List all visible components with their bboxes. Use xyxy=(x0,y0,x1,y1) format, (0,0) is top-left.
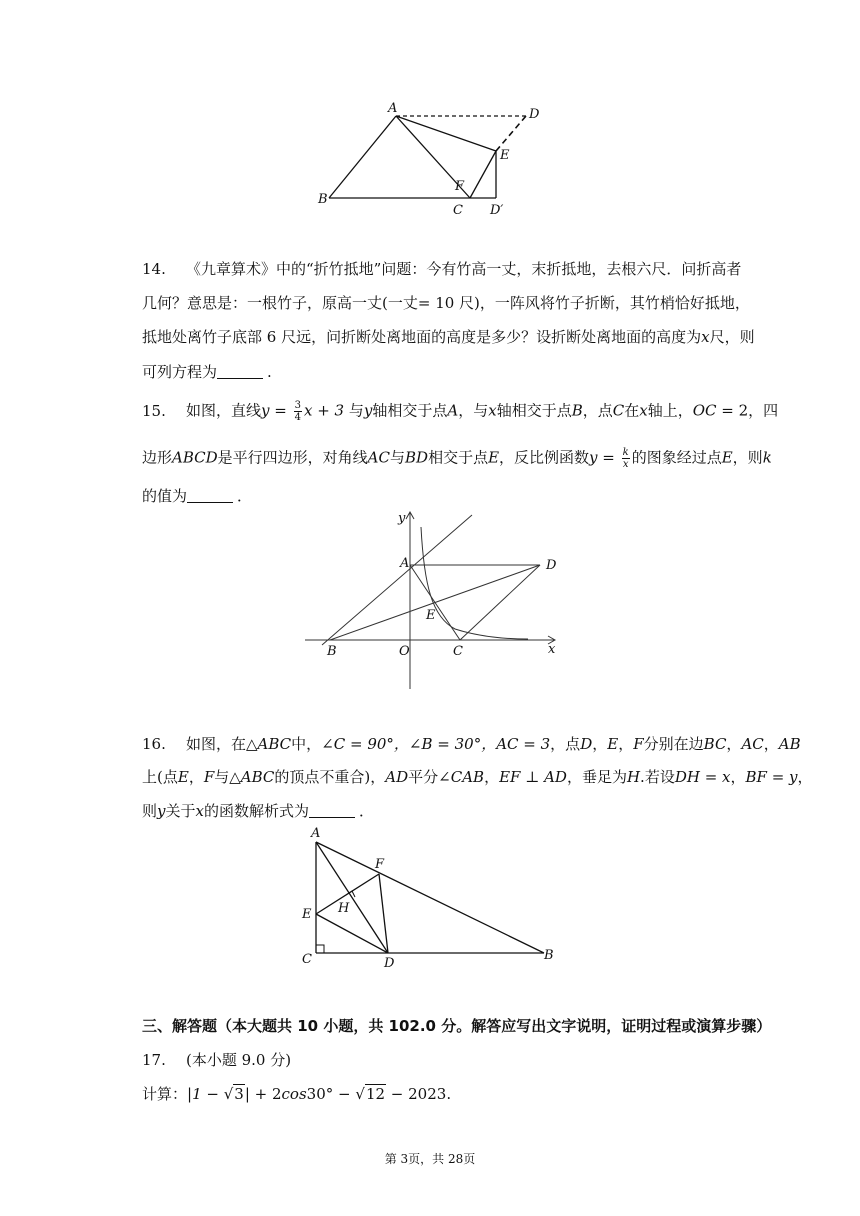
q17-e7: − 2023 xyxy=(386,1085,447,1103)
q15-t12: 在 xyxy=(624,401,640,420)
q16-l2r: BF = y xyxy=(745,768,798,786)
q15-t1: 如图，直线 xyxy=(186,401,262,420)
q15-answer-blank[interactable] xyxy=(187,488,233,503)
q14-number: 14. xyxy=(142,260,166,278)
q16-line-3 xyxy=(142,803,762,819)
q17-end: . xyxy=(446,1085,452,1103)
q17-e5: 30° − xyxy=(306,1085,356,1103)
q16-l2b: E xyxy=(177,768,189,786)
q15-l2c: 是平行四边形，对角线 xyxy=(217,448,368,467)
q17-sqrt-sign-2: √ xyxy=(355,1085,365,1103)
q15-l2j: y xyxy=(589,448,598,467)
q16-l2d: F xyxy=(203,768,215,786)
q17-score: (本小题 9.0 分) xyxy=(186,1051,292,1069)
q15-t5: A xyxy=(447,401,459,420)
q15-fraction xyxy=(294,400,302,423)
axis-label-x: x xyxy=(548,642,556,657)
page-footer: 第 3页，共 28页 xyxy=(384,1152,476,1166)
q14-text-1: 《九章算术》中的“折竹抵地”问题：今有竹高一丈，末折抵地，去根六尺．问折高者 xyxy=(186,260,742,278)
q15-line-3 xyxy=(142,488,762,504)
q16-l3c: 关于 xyxy=(165,802,196,820)
section-heading: 三、解答题（本大题共 10 小题，共 102.0 分。解答应写出文字说明，证明过程或演算步骤） xyxy=(142,1017,772,1035)
q16-l2l: EF ⊥ AD xyxy=(499,768,567,786)
q16-l2s: ， xyxy=(797,768,813,786)
q15-t15: OC xyxy=(692,401,717,420)
q16-l2j: ∠CAB xyxy=(438,768,485,786)
label-A: A xyxy=(311,826,321,841)
q15-t7: x xyxy=(488,401,497,420)
q17-sqrt-12: 12 xyxy=(365,1085,386,1103)
label-C: C xyxy=(453,644,463,659)
label-A: A xyxy=(400,556,410,571)
figure-15 xyxy=(300,505,570,695)
q15-line-2 xyxy=(142,447,772,470)
q16-l2i: 平分 xyxy=(408,768,439,786)
label-O: O xyxy=(399,644,410,659)
q14-line-2 xyxy=(142,296,762,311)
q16-number: 16. xyxy=(142,735,166,753)
q15-t9: B xyxy=(571,401,583,420)
q16-l2h: AD xyxy=(385,768,409,786)
q16-l1b: ABC xyxy=(257,735,292,753)
q14-text-2: 几何？意思是：一根竹子，原高一丈(一丈= 10 尺)，一阵风将竹子折断，其竹梢恰好抵地， xyxy=(142,294,750,312)
q16-l2f: ABC xyxy=(240,768,275,786)
q16-line-2 xyxy=(142,768,813,786)
q16-l3e: 的函数解析式为 xyxy=(203,802,309,820)
q16-l2o: .若设 xyxy=(640,768,675,786)
q15-fraction-2 xyxy=(622,447,630,470)
q15-l2h: E xyxy=(488,448,500,467)
q16-l1l: BC xyxy=(703,735,727,753)
q16-l2k: ， xyxy=(484,768,500,786)
q17-e3: | + 2 xyxy=(244,1085,282,1103)
q15-l2m: E xyxy=(721,448,733,467)
q15-t11: C xyxy=(612,401,625,420)
q16-l2c: ， xyxy=(188,768,204,786)
q15-t10: ，点 xyxy=(582,401,613,420)
q17-number: 17. xyxy=(142,1051,166,1069)
q15-frac-den: 4 xyxy=(294,412,301,423)
label-E: E xyxy=(302,907,312,922)
q17-prefix: 计算： xyxy=(142,1085,188,1103)
figure-13 xyxy=(310,98,550,220)
label-A: A xyxy=(388,101,398,116)
q15-l2o: k xyxy=(762,448,772,467)
q16-l1j: F xyxy=(633,735,644,753)
q16-l1g: ， xyxy=(592,735,608,753)
q16-l3a: 则 xyxy=(142,802,158,820)
q16-l1p: AB xyxy=(778,735,801,753)
q16-l1e: ，点 xyxy=(550,735,581,753)
q15-eq-rest: x + 3 xyxy=(303,401,345,420)
q16-l1m: ， xyxy=(726,735,742,753)
q15-end: ． xyxy=(237,487,253,505)
label-H: H xyxy=(338,901,350,916)
label-C: C xyxy=(302,952,312,967)
label-D: D xyxy=(546,558,557,573)
q17-line-1 xyxy=(142,1049,291,1070)
q14-line-1 xyxy=(142,262,762,277)
label-D-prime: D′ xyxy=(490,203,504,218)
q15-l2f: BD xyxy=(405,448,429,467)
q15-eq-eq: = xyxy=(269,401,292,420)
q15-frac2-den: x xyxy=(622,459,629,470)
q15-t14: 轴上， xyxy=(647,401,693,420)
q15-l2d: AC xyxy=(367,448,390,467)
q15-l2n: ，则 xyxy=(732,448,763,467)
label-B: B xyxy=(327,644,337,659)
q14-var-x: x xyxy=(701,328,710,346)
q16-l3b: y xyxy=(157,802,166,820)
q16-l2m: ，垂足为 xyxy=(566,768,627,786)
q16-l1n: AC xyxy=(741,735,764,753)
q14-text-4: 可列方程为 xyxy=(142,363,218,381)
label-B: B xyxy=(544,948,554,963)
q15-t8: 轴相交于点 xyxy=(496,401,572,420)
q16-end: ． xyxy=(359,802,375,820)
q14-line-4 xyxy=(142,364,762,380)
q15-eq-y: y xyxy=(261,401,270,420)
q16-l1k: 分别在边 xyxy=(643,735,704,753)
q17-line-2 xyxy=(142,1083,451,1104)
q15-frac2-num: k xyxy=(622,447,629,458)
q16-l2g: 的顶点不重合)， xyxy=(274,768,386,786)
q16-l2q: ， xyxy=(730,768,746,786)
q15-l2l: 的图象经过点 xyxy=(631,448,722,467)
q14-answer-blank[interactable] xyxy=(217,364,263,379)
q16-answer-blank[interactable] xyxy=(309,803,355,818)
q15-l2e: 与 xyxy=(389,448,405,467)
q15-frac-num: 3 xyxy=(294,400,301,411)
q15-number: 15. xyxy=(142,401,166,420)
q14-text-3b: 尺，则 xyxy=(709,328,755,346)
q17-sqrt-sign-1: √ xyxy=(223,1085,234,1103)
label-D: D xyxy=(384,956,395,970)
q15-l2b: ABCD xyxy=(172,448,218,467)
q14-line-3 xyxy=(142,330,762,345)
q16-l1: 如图，在△ xyxy=(186,735,258,753)
q15-t3: y xyxy=(363,401,373,420)
q15-t16: = 2，四 xyxy=(716,401,779,420)
q16-l2a: 上(点 xyxy=(142,768,178,786)
q15-l2k: = xyxy=(597,448,620,467)
q15-t4: 轴相交于点 xyxy=(372,401,448,420)
q15-l2a: 边形 xyxy=(142,448,173,467)
q15-l3: 的值为 xyxy=(142,487,188,505)
label-E: E xyxy=(500,148,510,163)
label-F: F xyxy=(375,857,385,872)
q16-l2n: H xyxy=(626,768,641,786)
q16-l1f: D xyxy=(580,735,593,753)
q14-end: . xyxy=(267,363,272,381)
label-D: D xyxy=(529,107,540,122)
q15-l2g: 相交于点 xyxy=(428,448,489,467)
q16-line-1 xyxy=(142,735,801,753)
q16-l1c: 中， xyxy=(291,735,322,753)
q16-l1d: ∠C = 90°，∠B = 30°，AC = 3 xyxy=(321,735,551,753)
figure-16 xyxy=(296,822,566,970)
q16-l1i: ， xyxy=(618,735,634,753)
label-C: C xyxy=(453,203,463,218)
q16-l2e: 与△ xyxy=(214,768,241,786)
q16-l1o: ， xyxy=(763,735,779,753)
q15-line-1 xyxy=(142,400,779,423)
q15-l2i: ，反比例函数 xyxy=(499,448,590,467)
q14-text-3a: 抵地处离竹子底部 6 尺远，问折断处离地面的高度是多少？设折断处离地面的高度为 xyxy=(142,328,702,346)
label-B: B xyxy=(318,192,328,207)
label-F: F xyxy=(455,179,465,194)
q17-e1: |1 − xyxy=(187,1085,224,1103)
q15-t2: 与 xyxy=(344,401,364,420)
q16-l1h: E xyxy=(607,735,619,753)
q17-e4: cos xyxy=(281,1085,307,1103)
q17-sqrt-3: 3 xyxy=(234,1085,244,1103)
label-E: E xyxy=(426,608,436,623)
q15-t6: ，与 xyxy=(458,401,489,420)
q16-l3d: x xyxy=(195,802,204,820)
axis-label-y: y xyxy=(398,511,406,526)
q16-l2p: DH = x xyxy=(674,768,731,786)
q15-t13: x xyxy=(639,401,648,420)
